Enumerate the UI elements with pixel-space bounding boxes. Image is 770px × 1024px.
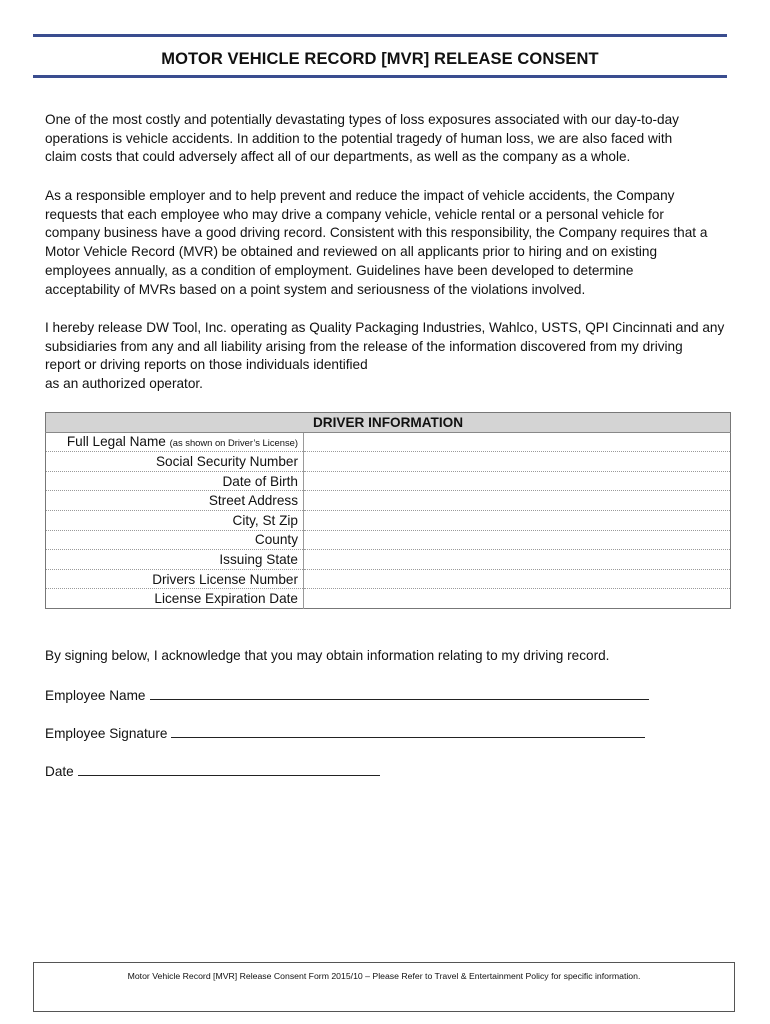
table-row (46, 550, 731, 570)
employee-signature-label: Employee Signature (45, 726, 168, 741)
issuing-state-label: Issuing State (46, 550, 304, 570)
table-row (46, 491, 731, 511)
table-row (46, 510, 731, 530)
footer-text: Motor Vehicle Record [MVR] Release Consent Form 2015/10 – Please Refer to Travel & Entertainment Policy for specific information. (127, 971, 641, 981)
table-header-row (46, 413, 731, 433)
date-line[interactable] (78, 762, 380, 776)
license-expiration-date-field[interactable] (304, 589, 731, 609)
paragraph-line: I hereby release DW Tool, Inc. operating as Quality Packaging Industries, Wahlco, USTS, QPI Cincinnati and any (45, 320, 725, 335)
paragraph-line: report or driving reports on those individuals identified (45, 357, 368, 373)
county-label: County (46, 530, 304, 550)
intro-paragraph-1 (45, 111, 735, 167)
employee-name-label: Employee Name (45, 688, 146, 703)
county-field[interactable] (304, 530, 731, 550)
street-address-label: Street Address (46, 491, 304, 511)
date-of-birth-field[interactable] (304, 471, 731, 491)
employee-name-line[interactable] (150, 686, 649, 700)
drivers-license-number-label: Drivers License Number (46, 569, 304, 589)
city-st-zip-field[interactable] (304, 510, 731, 530)
paragraph-line: operations is vehicle accidents. In addition to the potential tragedy of human loss, we are also faced with (45, 130, 673, 146)
date-label: Date (45, 764, 74, 779)
street-address-field[interactable] (304, 491, 731, 511)
employee-signature-row (45, 724, 645, 741)
paragraph-line: claim costs that could adversely affect all of our departments, as well as the company as a whole. (45, 149, 631, 165)
full-legal-name-note: (as shown on Driver’s License) (169, 437, 298, 449)
employee-name-row (45, 686, 649, 703)
ssn-field[interactable] (304, 452, 731, 472)
paragraph-line: requests that each employee who may drive a company vehicle, vehicle rental or a personal vehicle for (45, 206, 664, 222)
paragraph-line: employees annually, as a condition of employment. Guidelines have been developed to determine (45, 262, 634, 278)
paragraph-line: subsidiaries from any and all liability arising from the release of the information discovered from my driving (45, 338, 683, 354)
issuing-state-field[interactable] (304, 550, 731, 570)
page-title: MOTOR VEHICLE RECORD [MVR] RELEASE CONSENT (161, 50, 599, 68)
intro-paragraph-2 (45, 187, 735, 299)
table-row (46, 530, 731, 550)
date-of-birth-label: Date of Birth (46, 471, 304, 491)
paragraph-line: acceptability of MVRs based on a point system and seriousness of the violations involved. (45, 281, 586, 297)
release-paragraph (45, 319, 735, 394)
full-legal-name-label (46, 432, 304, 452)
full-legal-name-label-text: Full Legal Name (66, 434, 166, 450)
table-row (46, 452, 731, 472)
table-row (46, 589, 731, 609)
footer-box (33, 962, 735, 1012)
top-rule (33, 34, 727, 37)
table-row (46, 471, 731, 491)
acknowledgement-text: By signing below, I acknowledge that you may obtain information relating to my driving record. (45, 648, 610, 663)
ssn-label: Social Security Number (46, 452, 304, 472)
drivers-license-number-field[interactable] (304, 569, 731, 589)
paragraph-line: as an authorized operator. (45, 376, 203, 392)
full-legal-name-field[interactable] (304, 432, 731, 452)
paragraph-line: As a responsible employer and to help prevent and reduce the impact of vehicle accidents, the Company (45, 188, 675, 203)
paragraph-line: One of the most costly and potentially devastating types of loss exposures associated with our day-to-day (45, 112, 679, 127)
title-underline-rule (33, 75, 727, 78)
city-st-zip-label: City, St Zip (46, 510, 304, 530)
paragraph-line: company business have a good driving record. Consistent with this responsibility, the Company requires that a (45, 225, 708, 241)
employee-signature-line[interactable] (171, 724, 645, 738)
date-row (45, 762, 380, 779)
driver-information-table (45, 412, 731, 609)
paragraph-line: Motor Vehicle Record (MVR) be obtained and reviewed on all applicants prior to hiring and on existing (45, 244, 658, 260)
table-row (46, 432, 731, 452)
driver-information-heading: DRIVER INFORMATION (46, 413, 731, 433)
license-expiration-date-label: License Expiration Date (46, 589, 304, 609)
table-row (46, 569, 731, 589)
